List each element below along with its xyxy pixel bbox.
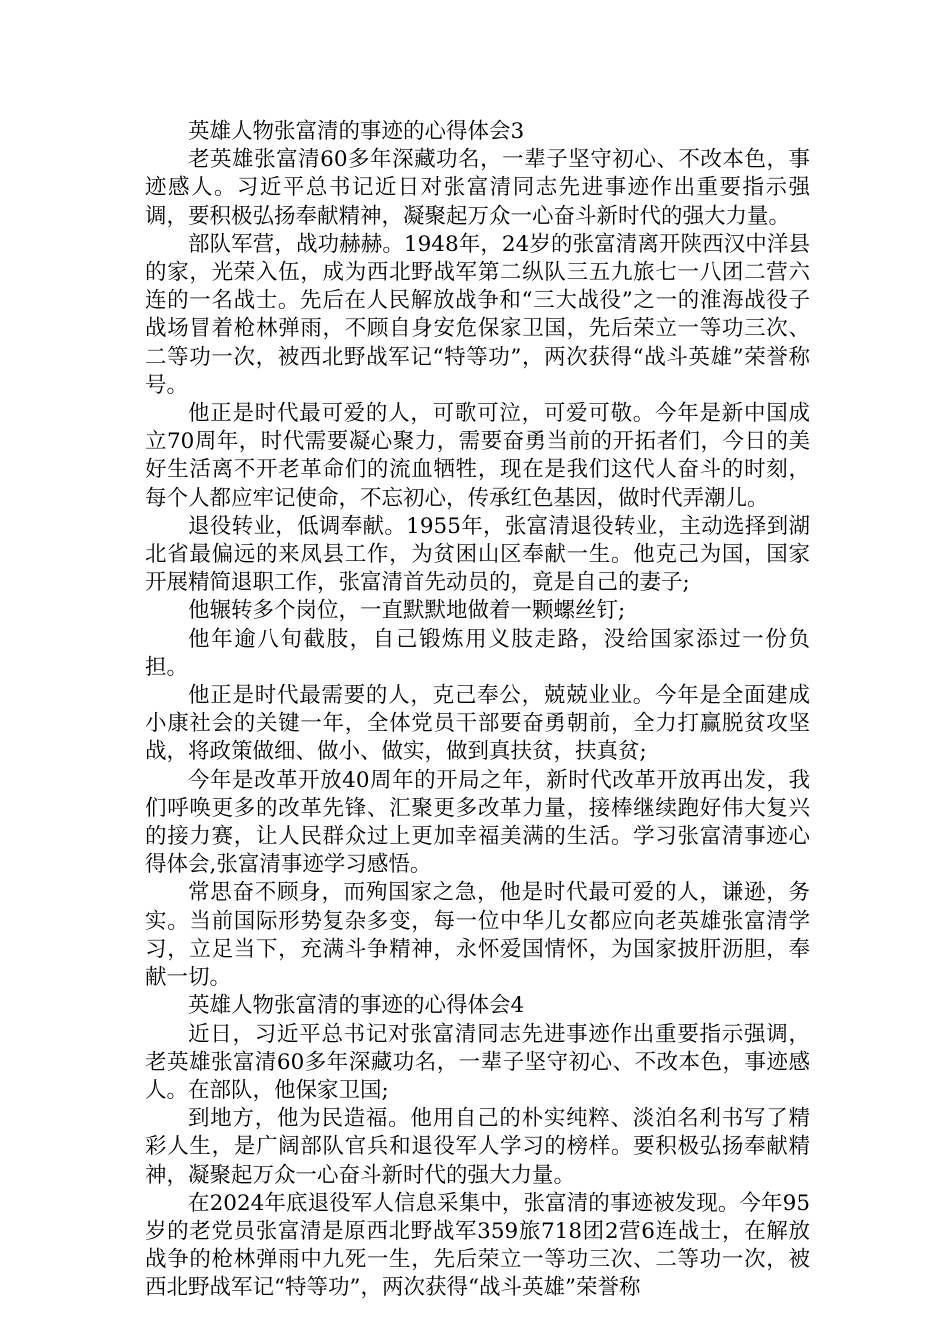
paragraph: 常思奋不顾身，而殉国家之急，他是时代最可爱的人，谦逊，务实。当前国际形势复杂多变，每一位中华儿女都应向老英雄张富清学习，立足当下，充满斗争精神，永怀爱国情怀，为国家披肝沥胆，奉献一切。	[145, 880, 810, 991]
paragraph: 老英雄张富清60多年深藏功名，一辈子坚守初心、不改本色，事迹感人。习近平总书记近日对张富清同志先进事迹作出重要指示强调，要积极弘扬奉献精神，凝聚起万众一心奋斗新时代的强大力量。	[145, 147, 810, 229]
paragraph: 退役转业，低调奉献。1955年，张富清退役转业，主动选择到湖北省最偏远的来凤县工作，为贫困山区奉献一生。他克己为国，国家开展精简退职工作，张富清首先动员的，竟是自己的妻子;	[145, 513, 810, 596]
paragraph: 他正是时代最可爱的人，可歌可泣，可爱可敬。今年是新中国成立70周年，时代需要凝心聚力，需要奋勇当前的开拓者们，今日的美好生活离不开老革命们的流血牺牲，现在是我们这代人奋斗的时刻，每个人都应牢记使命，不忘初心，传承红色基因，做时代弄潮儿。	[145, 401, 810, 511]
paragraph: 到地方，他为民造福。他用自己的朴实纯粹、淡泊名利书写了精彩人生，是广阔部队官兵和退役军人学习的榜样。要积极弘扬奉献精神，凝聚起万众一心奋斗新时代的强大力量。	[145, 1106, 810, 1188]
paragraph: 部队军营，战功赫赫。1948年，24岁的张富清离开陕西汉中洋县的家，光荣入伍，成为西北野战军第二纵队三五九旅七一八团二营六连的一名战士。先后在人民解放战争和“三大战役”之一的淮海战役子战场冒着枪林弹雨，不顾自身安危保家卫国，先后荣立一等功三次、二等功一次，被西北野战军记“特等功”，两次获得“战斗英雄”荣誉称号。	[145, 231, 810, 398]
paragraph: 他年逾八旬截肢，自己锻炼用义肢走路，没给国家添过一份负担。	[145, 626, 810, 680]
paragraph: 今年是改革开放40周年的开局之年，新时代改革开放再出发，我们呼唤更多的改革先锋、汇聚更多改革力量，接棒继续跑好伟大复兴的接力赛，让人民群众过上更加幸福美满的生活。学习张富清事迹心得体会,张富清事迹学习感悟。	[145, 767, 810, 878]
section-heading-4: 英雄人物张富清的事迹的心得体会4	[188, 993, 525, 1019]
paragraph: 近日，习近平总书记对张富清同志先进事迹作出重要指示强调，老英雄张富清60多年深藏功名，一辈子坚守初心、不改本色，事迹感人。在部队，他保家卫国;	[145, 1021, 810, 1103]
section-heading-3: 英雄人物张富清的事迹的心得体会3	[188, 119, 525, 144]
document-page	[145, 118, 810, 1303]
paragraph: 他辗转多个岗位，一直默默地做着一颗螺丝钉;	[188, 598, 626, 624]
paragraph: 他正是时代最需要的人，克己奉公，兢兢业业。今年是全面建成小康社会的关键一年，全体党员干部要奋勇朝前，全力打赢脱贫攻坚战，将政策做细、做小、做实，做到真扶贫，扶真贫;	[145, 683, 810, 765]
paragraph: 在2024年底退役军人信息采集中，张富清的事迹被发现。今年95岁的老党员张富清是原西北野战军359旅718团2营6连战士，在解放战争的枪林弹雨中九死一生，先后荣立一等功三次、二等功一次，被西北野战军记“特等功”，两次获得“战斗英雄”荣誉称	[145, 1190, 810, 1301]
